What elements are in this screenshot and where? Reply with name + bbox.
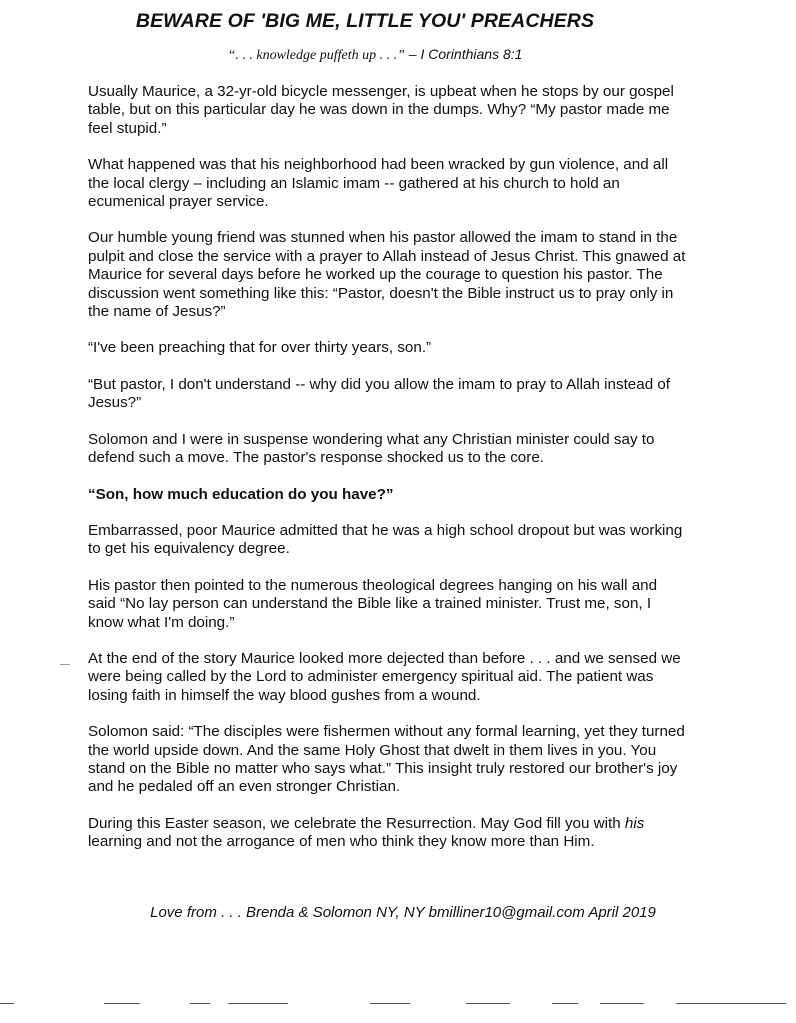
- scan-artifact: [190, 1003, 210, 1004]
- scan-artifact: [60, 664, 70, 665]
- signoff: Love from . . . Brenda & Solomon NY, NY bmilliner10@gmail.com April 2019: [150, 904, 656, 921]
- paragraph: Solomon and I were in suspense wondering what any Christian minister could say to defend such a move. The pastor's response shocked us to the core.: [88, 430, 655, 467]
- paragraph: Embarrassed, poor Maurice admitted that he was a high school dropout but was working to get his equivalency degree.: [88, 521, 683, 558]
- article-body: [88, 83, 688, 870]
- paragraph: His pastor then pointed to the numerous theological degrees hanging on his wall and said “No lay person can understand the Bible like a trained minister. Trust me, son, I know what I'm doing.”: [88, 576, 658, 631]
- epigraph: [0, 46, 750, 64]
- scan-artifact: [676, 1003, 786, 1004]
- paragraph: What happened was that his neighborhood had been wracked by gun violence, and all the local clergy – including an Islamic imam -- gathered at his church to hold an ecumenical prayer service.: [88, 156, 669, 211]
- epigraph-reference: – I Corinthians 8:1: [404, 46, 523, 62]
- document-title: BEWARE OF 'BIG ME, LITTLE YOU' PREACHERS: [135, 10, 595, 32]
- paragraph: Usually Maurice, a 32-yr-old bicycle messenger, is upbeat when he stops by our gospel table, but on this particular day he was down in the dumps. Why? “My pastor made me feel stupid.”: [88, 83, 674, 137]
- paragraph: Our humble young friend was stunned when his pastor allowed the imam to stand in the pulpit and close the service with a prayer to Allah instead of Jesus Christ. This gnawed at Maurice for several days before he worked up the courage to question his pastor. The discussion went something like this: “Pastor, doesn't the Bible instruct us to pray only in the name of Jesus?”: [88, 229, 686, 321]
- closing-text-end: learning and not the arrogance of men who think they know more than Him.: [88, 833, 595, 851]
- closing-emphasis: his: [624, 814, 645, 832]
- scan-artifact: [0, 1003, 14, 1004]
- scan-artifact: [552, 1003, 578, 1004]
- epigraph-quote: “. . . knowledge puffeth up . . .”: [227, 48, 405, 63]
- scan-artifact: [466, 1003, 510, 1004]
- scan-artifact: [370, 1003, 410, 1004]
- scan-artifact: [600, 1003, 644, 1004]
- scan-artifact: [104, 1003, 140, 1004]
- closing-text-start: During this Easter season, we celebrate the Resurrection. May God fill you with: [88, 814, 625, 832]
- pastor-question: “Son, how much education do you have?”: [88, 485, 394, 503]
- closing-paragraph: [88, 815, 688, 852]
- paragraph: At the end of the story Maurice looked more dejected than before . . . and we sensed we were being called by the Lord to administer emergency spiritual aid. The patient was losing faith in himself the way blood gushes from a wound.: [88, 649, 681, 704]
- scan-artifact: [228, 1003, 288, 1004]
- paragraph: “But pastor, I don't understand -- why did you allow the imam to pray to Allah instead of Jesus?”: [88, 375, 671, 412]
- paragraph: Solomon said: “The disciples were fishermen without any formal learning, yet they turned the world upside down. And the same Holy Ghost that dwelt in them lives in you. You stand on the Bible no matter who says what.” This insight truly restored our brother's joy and he pedaled off an even stronger Christian.: [88, 723, 685, 796]
- paragraph: “I've been preaching that for over thirty years, son.”: [88, 339, 432, 357]
